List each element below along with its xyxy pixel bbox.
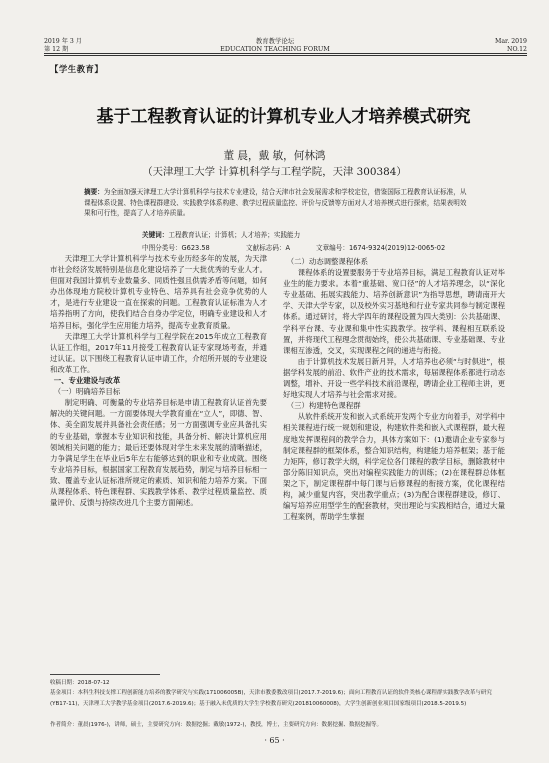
right-column-paragraph: （二）动态调整课程体系 bbox=[286, 257, 368, 266]
left-column-paragraph: 一、专业建设与改革 bbox=[53, 376, 121, 386]
footnote-author-bio: 作者简介：董晨(1976-)，讲师，硕士，主要研究方向：数据挖掘；戴敏(1972-)，教授，博士，主要研究方向：数据挖掘、数据挖掘等。 bbox=[50, 722, 383, 728]
left-column-paragraph: 天津理工大学计算机科学与工程学院在2015年成立工程教育认证工作组，2017年11月接受工程教育认证专家现场考查，并通过认证。以下围绕工程教育认证申请工作，介绍所开展的专业建设和改革工作。 bbox=[50, 331, 267, 374]
keywords bbox=[142, 229, 300, 239]
header-journal bbox=[180, 38, 370, 53]
header-issue-right bbox=[495, 38, 527, 53]
header-issue-en: NO.12 bbox=[507, 45, 527, 53]
section-tag: 【学生教育】 bbox=[50, 64, 104, 74]
abstract-label: 摘要： bbox=[84, 188, 104, 196]
footnote-funding: 基金项目：本科生科技支撑工程创新能力培养的教学研究与实践(171006005B)，天津市教委教改项目(2017.7-2019.6)；面向工程教育认证的软件类核心课程群实践教学改革与研究(YB17-11)，天津理工大学教学基金项目(2017.6-2019.6)；基于融入未优质的大学生学校教育研究(201810060008)，大学生创新创业项目国家级项目(2018.5-2019.5) bbox=[50, 690, 492, 707]
doc-code: 文献标志码：A bbox=[246, 244, 291, 252]
article-number: 文章编号：1674-9324(2019)12-0065-02 bbox=[316, 244, 446, 252]
left-column-paragraph: 天津理工大学计算机科学与技术专业历经多年的发展，为天津市社会经济发展特别是信息化建设培养了一大批优秀的专业人才。但面对我国计算机专业数量多、同质性强且供需矛盾等问题，如何办出体现地方院校计算机专业特色、培养具有社会竞争优势的人才，是进行专业建设一直在探索的问题。工程教育认证标准为人才培养指明了方向，使我们结合自身办学定位，明确专业建设和人才培养目标，强化学生应用能力培养，提高专业教育质量。 bbox=[50, 254, 267, 330]
left-column-paragraph: （一）明确培养目标 bbox=[53, 387, 121, 397]
article-title: 基于工程教育认证的计算机专业人才培养模式研究 bbox=[96, 107, 471, 127]
right-column-paragraph: （三）构建特色课程群 bbox=[286, 401, 361, 411]
abstract-text: 为全面加强天津理工大学计算机科学与技术专业建设，结合天津市社会发展需求和学校定位，借鉴国际工程教育认证标准，从课程体系设置、特色课程群建设、实践教学体系构建、教学过程质量监控、评价与反馈等方面对人才培养模式进行探索，结果表明效果和可行性，提高了人才培养质量。 bbox=[84, 188, 467, 217]
header-issue-left bbox=[44, 38, 82, 53]
keywords-label: 关键词： bbox=[142, 231, 169, 239]
header-rule-top bbox=[44, 53, 527, 54]
journal-name-cn: 教育教学论坛 bbox=[255, 37, 295, 45]
page-number: · 65 · bbox=[264, 736, 285, 745]
keywords-text: 工程教育认证；计算机；人才培养；实践能力 bbox=[168, 231, 301, 239]
affiliation: （天津理工大学 计算机科学与工程学院，天津 300384） bbox=[142, 166, 407, 178]
right-column-paragraph: 由于计算机技术发展日新月异，人才培养也必须“与时俱进”，根据学科发展的前沿、软件产业的技术需求，每届课程体系都进行动态调整，增补、开设一些学科技术前沿课程，聘请企业工程师主讲，更好地实现人才培养与社会需求对接。 bbox=[283, 356, 506, 400]
header-date-en: Mar. 2019 bbox=[495, 38, 527, 45]
left-column-paragraph: 制定明确、可衡量的专业培养目标是申请工程教育认证首先要解决的关键问题。一方面要体现大学教育重在“立人”，即德、智、体、美全面发展并具备社会责任感；另一方面强调专业应具备扎实的专业基础，掌握本专业知识和技能，具备分析、解决计算机应用领域相关问题的能力；最后还要体现对学生未来发展的清晰描述，力争满足学生在毕业后5年左右能够达到的职业和专业成就。围绕专业培养目标，根据国家工程教育发展趋势，制定与培养目标相一致、覆盖专业认证标准所规定的素质、知识和能力培养方案。下面从课程体系、特色课程群、实践教学体系、教学过程质量监控、质量评价、反馈与持续改进几个主要方面阐述。 bbox=[50, 398, 267, 508]
authors: 董 晨，戴 敏，何林鸿 bbox=[223, 150, 326, 162]
header-rule-bottom bbox=[44, 55, 527, 56]
header-date: 2019 年 3 月 bbox=[44, 38, 82, 45]
clc-number: 中图分类号：G623.58 bbox=[142, 244, 210, 252]
body-column-left bbox=[50, 253, 267, 508]
body-column-right bbox=[283, 256, 505, 522]
footnote-received: 收稿日期：2018-07-12 bbox=[50, 680, 110, 686]
footnote-rule bbox=[50, 674, 160, 675]
right-column-paragraph: 课程体系的设置要服务于专业培养目标，满足工程教育认证对毕业生的能力要求。本着“重基础、宽口径”的人才培养理念，以“深化专业基础、拓展实践能力、培养创新意识”为指导思想，聘请南开大学、天津大学专家，以及校外实习基地和行业专家共同参与制定课程体系。通过研讨，将大学四年的课程设置为四大类别：公共基础课、学科平台课、专业课和集中性实践教学。按学科、课程相互联系设置，并将现代工程理念贯彻始终，使公共基础课、专业基础课、专业课相互渗透，交叉，实现课程之间的递进与衔接。 bbox=[283, 268, 505, 355]
right-column-paragraph: 从软件系统开发和嵌入式系统开发两个专业方向着手，对学科中相关课程进行统一规划和建设，构建软件类和嵌入式课程群，最大程度地发挥课程间的教学合力，具体方案如下：(1)邀请企业专家参与制定课程群的框架体系，整合知识结构，构建能力培养框架；基于能力矩阵，修订教学大纲，科学定位各门课程的教学目标，删除教材中部分陈旧知识点，突出对编程实践能力的训练；(2)在课程群总体框架之下，制定课程群中每门课与后修课程的衔接方案，优化课程结构，减少重复内容，突出教学重点；(3)为配合课程群建设，修订、编写培养应用型学生的配套教材，突出理论与实践相结合，通过大量工程案例，帮助学生掌握 bbox=[283, 412, 505, 522]
journal-name-en: EDUCATION TEACHING FORUM bbox=[220, 44, 330, 53]
abstract bbox=[84, 187, 472, 219]
header-issue: 第 12 期 bbox=[44, 45, 69, 53]
